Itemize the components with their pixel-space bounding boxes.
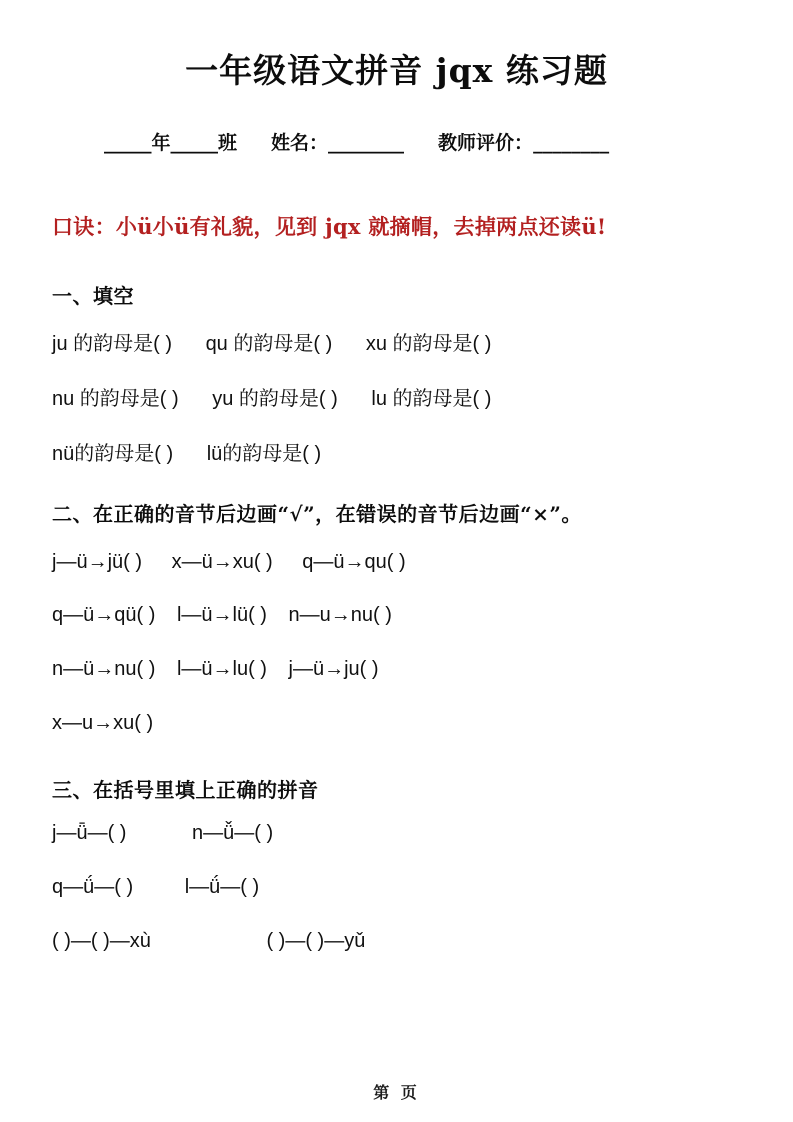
question-item[interactable]: lü的韵母是( ) (206, 443, 322, 465)
question-row (52, 930, 752, 953)
question-item[interactable]: j—ǖ—( ) (52, 822, 127, 844)
question-row (52, 712, 752, 735)
section-heading-fill-blank: 一、填空 (52, 284, 134, 308)
question-item[interactable]: nü的韵母是( ) (52, 443, 174, 465)
class-blank[interactable]: _____ (170, 132, 219, 154)
question-item[interactable]: n—ü→nu( ) (52, 658, 156, 680)
question-row (52, 876, 752, 899)
question-item[interactable]: x—u→xu( ) (52, 712, 154, 734)
teacher-comment-blank[interactable]: ________ (533, 132, 610, 154)
section-heading-write-pinyin: 三、在括号里填上正确的拼音 (52, 778, 319, 802)
question-row (52, 327, 752, 356)
page-footer: 第 页 (373, 1083, 420, 1102)
question-item[interactable]: l—ü→lu( ) (176, 658, 267, 680)
section-heading-check-mark: 二、在正确的音节后边画“√”，在错误的音节后边画“×”。 (52, 502, 582, 526)
question-item[interactable]: x—ü→xu( ) (171, 551, 273, 573)
question-item[interactable]: xu 的韵母是( ) (365, 333, 492, 355)
grade-label: 年 (151, 132, 171, 154)
question-item[interactable]: j—ü→jü( ) (52, 551, 143, 573)
question-item[interactable]: q—ǘ—( ) (52, 876, 134, 898)
question-item[interactable]: ( )—( )—yǔ (266, 930, 366, 952)
question-row (52, 551, 752, 574)
student-info-line (104, 128, 744, 155)
question-item[interactable]: l—ǘ—( ) (184, 876, 260, 898)
question-item[interactable]: nu 的韵母是( ) (52, 388, 179, 410)
question-item[interactable]: n—ǚ—( ) (192, 822, 274, 844)
question-row (52, 658, 752, 681)
question-item[interactable]: j—ü→ju( ) (288, 658, 379, 680)
name-label: 姓名： (271, 132, 329, 154)
question-row (52, 604, 752, 627)
question-row (52, 822, 752, 845)
question-item[interactable]: lu 的韵母是( ) (371, 388, 492, 410)
class-label: 班 (218, 132, 238, 154)
grade-blank[interactable]: _____ (104, 132, 152, 154)
question-item[interactable]: qu 的韵母是( ) (205, 333, 333, 355)
question-item[interactable]: q—ü→qü( ) (52, 604, 156, 626)
question-row (52, 382, 752, 411)
question-item[interactable]: ( )—( )—xù (52, 930, 151, 952)
mnemonic-text: 口诀：小ü小ü有礼貌，见到 jqx 就摘帽，去掉两点还读ü! (52, 214, 607, 239)
question-row (52, 437, 752, 466)
name-blank[interactable]: ________ (328, 132, 405, 154)
question-item[interactable]: ju 的韵母是( ) (52, 333, 172, 355)
teacher-comment-label: 教师评价： (438, 132, 534, 154)
question-item[interactable]: q—ü→qu( ) (302, 551, 406, 573)
page-title: 一年级语文拼音 jqx 练习题 (185, 51, 608, 90)
question-item[interactable]: yu 的韵母是( ) (212, 388, 338, 410)
question-item[interactable]: l—ü→lü( ) (176, 604, 267, 626)
question-item[interactable]: n—u→nu( ) (288, 604, 392, 626)
